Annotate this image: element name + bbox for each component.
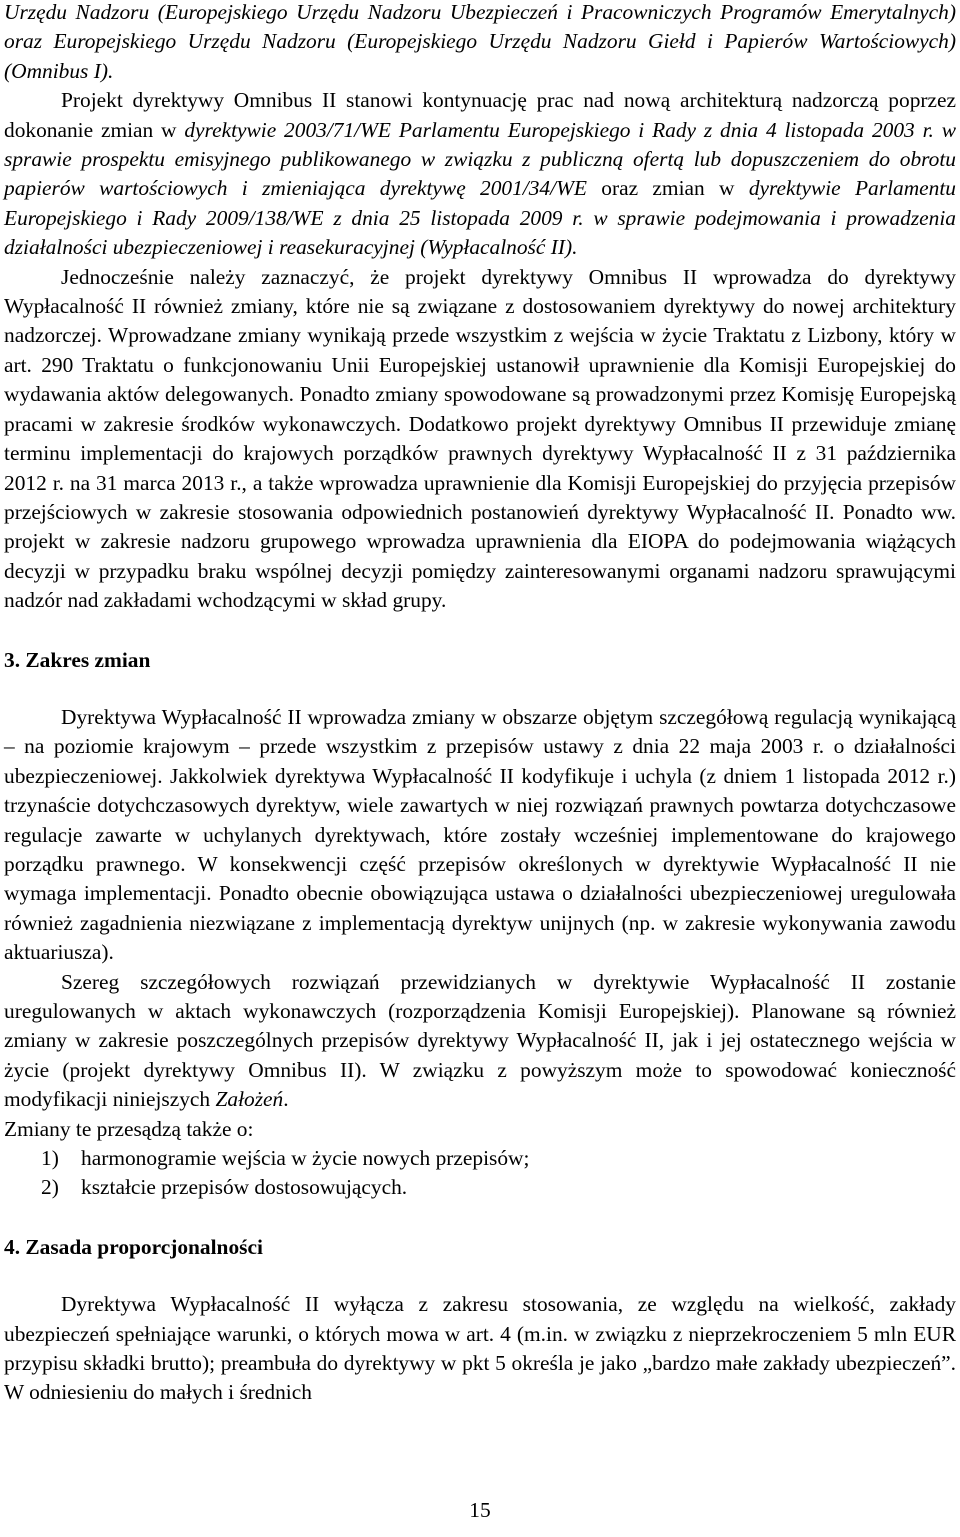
- text-fragment-italic: Założeń: [215, 1087, 284, 1112]
- document-page: [4, 0, 956, 1408]
- paragraph-omnibus-changes: Jednocześnie należy zaznaczyć, że projekt dyrektywy Omnibus II wprowadza do dyrektywy Wypłacalność II również zmiany, które nie są związane z dostosowaniem dyrektywy do nowej architektury nadzorczej. Wprowadzane zmiany wynikają przede wszystkim z wejścia w życie Traktatu z Lizbony, który w art. 290 Traktatu o funkcjonowaniu Unii Europejskiej ustanowił uprawnienie dla Komisji Europejskiej do wydawania aktów delegowanych. Ponadto zmiany spowodowane są prowadzonymi przez Komisję Europejską pracami w zakresie środków wykonawczych. Dodatkowo projekt dyrektywy Omnibus II przewiduje zmianę terminu implementacji do krajowych porządków prawnych dyrektywy Wypłacalność II z 31 października 2012 r. na 31 marca 2013 r., a także wprowadza uprawnienie dla Komisji Europejskiej do przyjęcia przepisów przejściowych w zakresie stosowania odpowiednich postanowień dyrektywy Wypłacalność II. Ponadto ww. projekt w zakresie nadzoru grupowego wprowadza uprawnienia dla EIOPA do podejmowania wiążących decyzji w przypadku braku wspólnej decyzji pomiędzy zainteresowanymi organami nadzoru sprawującymi nadzór nad zakładami wchodzącymi w skład grupy.: [4, 264, 956, 613]
- list-item-number: 2): [41, 1175, 59, 1200]
- spacer: [4, 1262, 956, 1290]
- numbered-list: [4, 1144, 956, 1203]
- text-fragment-italic: dyrektywie Parlamentu Europejskiego i Rady 2009/138/WE z dnia 25 listopada 2009 r. w sprawie podejmowania i prowadzenia działalności ubezpieczeniowej i reasekuracyjnej (Wypłacalność II).: [4, 176, 956, 260]
- text-fragment: oraz zmian w: [586, 176, 749, 201]
- list-item-number: 1): [41, 1146, 59, 1171]
- paragraph-intro-continuation: [4, 0, 956, 86]
- page-number: 15: [469, 1498, 491, 1522]
- paragraph-proporcjonalnosc: Dyrektywa Wypłacalność II wyłącza z zakresu stosowania, ze względu na wielkość, zakłady ubezpieczeń spełniające warunki, o których mowa w art. 4 (m.in. w związku z nieprzekroczeniem 5 mln EUR przypisu składki brutto); preambuła do dyrektywy w pkt 5 określa je jako „bardzo małe zakłady ubezpieczeń”. W odniesieniu do małych i średnich: [4, 1292, 956, 1405]
- list-item: [4, 1144, 956, 1173]
- text-fragment: Projekt dyrektywy Omnibus II stanowi kontynuację prac nad nową architekturą nadzorczą poprzez dokonanie zmian w: [4, 88, 956, 142]
- text-fragment: .: [283, 1087, 289, 1112]
- spacer: [4, 1203, 956, 1233]
- list-item-text: kształcie przepisów dostosowujących.: [81, 1175, 408, 1200]
- paragraph-zmiany-przesadza: Zmiany te przesądzą także o:: [4, 1116, 254, 1141]
- section-heading-zakres-zmian: 3. Zakres zmian: [4, 647, 151, 672]
- paragraph-zakres-1: Dyrektywa Wypłacalność II wprowadza zmiany w obszarze objętym szczegółową regulacją wynikającą – na poziomie krajowym – przede wszystkim z przepisów ustawy z dnia 22 maja 2003 r. o działalności ubezpieczeniowej. Jakkolwiek dyrektywa Wypłacalność II kodyfikuje i uchyla (z dniem 1 listopada 2012 r.) trzynaście dotychczasowych dyrektyw, wiele zawartych w niej rozwiązań prawnych powtarza dotychczasowe regulacje zawarte w uchylanych dyrektywach, które zostały wcześniej implementowane do krajowego porządku prawnego. W konsekwencji część przepisów określonych w dyrektywie Wypłacalność II nie wymaga implementacji. Ponadto obecnie obowiązująca ustawa o działalności ubezpieczeniowej uregulowała również zagadnienia niezwiązane z implementacją dyrektyw unijnych (np. w zakresie wykonywania zawodu aktuariusza).: [4, 704, 956, 965]
- list-item-text: harmonogramie wejścia w życie nowych przepisów;: [81, 1146, 530, 1171]
- section-heading-zasada-proporcjonalnosci: 4. Zasada proporcjonalności: [4, 1234, 263, 1259]
- paragraph-omnibus-ii: [4, 86, 956, 262]
- text-fragment-italic: dyrektywie 2003/71/WE Parlamentu Europejskiego i Rady z dnia 4 listopada 2003 r. w sprawie prospektu emisyjnego publikowanego w związku z publiczną ofertą lub dopuszczeniem do obrotu papierów wartościowych i zmieniająca dyrektywę 2001/34/WE: [4, 117, 956, 201]
- text-fragment: Urzędu Nadzoru (Europejskiego Urzędu Nadzoru Ubezpieczeń i Pracowniczych Programów Emerytalnych) oraz Europejskiego Urzędu Nadzoru (Europejskiego Urzędu Nadzoru Giełd i Papierów Wartościowych) (Omnibus I).: [4, 0, 956, 83]
- paragraph-zakres-2: [4, 968, 956, 1115]
- spacer: [4, 675, 956, 703]
- text-fragment: Szereg szczegółowych rozwiązań przewidzianych w dyrektywie Wypłacalność II zostanie uregulowanych w aktach wykonawczych (rozporządzenia Komisji Europejskiej). Planowane są również zmiany w zakresie poszczególnych przepisów dyrektywy Wypłacalność II, jak i jej ostatecznego wejścia w życie (projekt dyrektywy Omnibus II). W związku z powyższym może to spowodować konieczność modyfikacji niniejszych: [4, 969, 956, 1112]
- spacer: [4, 616, 956, 646]
- list-item: [4, 1173, 956, 1202]
